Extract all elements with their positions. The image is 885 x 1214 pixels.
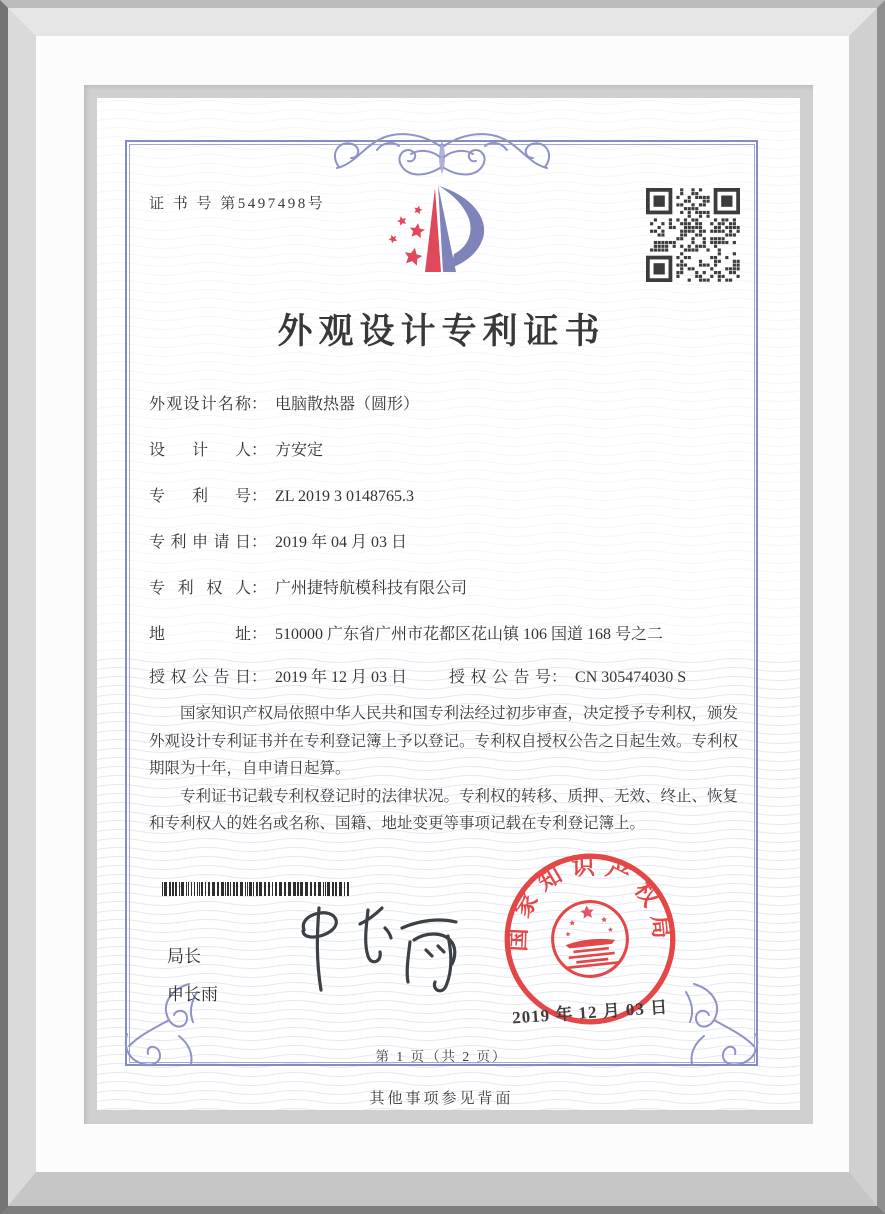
certificate-page <box>97 98 800 1110</box>
frame-face <box>36 36 849 1172</box>
field-patent-number <box>149 486 749 508</box>
official-seal <box>501 850 679 1028</box>
field-patentee <box>149 578 749 600</box>
grant-date <box>149 664 407 687</box>
field-colon: ： <box>251 626 268 643</box>
field-list <box>149 394 749 670</box>
grant-number <box>449 664 686 687</box>
national-emblem-icon <box>560 903 620 970</box>
qr-code-icon <box>646 188 740 282</box>
field-label: 专利号 <box>149 488 251 505</box>
grant-publication-row <box>149 664 686 687</box>
field-label: 设计人 <box>149 442 251 459</box>
signer-role: 局长 <box>167 947 201 966</box>
legal-text <box>149 700 738 838</box>
certificate-title: 外观设计专利证书 <box>277 312 606 351</box>
field-value: 广州捷特航模科技有限公司 <box>275 580 468 597</box>
seal-ring-text: 国家知识产权局 <box>505 853 676 952</box>
signer-name: 申长雨 <box>167 985 218 1004</box>
field-colon: ： <box>251 442 268 459</box>
field-address <box>149 624 749 646</box>
frame-opening-shadow <box>84 85 813 1124</box>
field-colon: ： <box>251 669 268 686</box>
field-colon: ： <box>551 669 568 686</box>
handwritten-signature-icon <box>290 898 460 993</box>
page-number: 第 1 页（共 2 页） <box>375 1049 508 1064</box>
field-label: 授权公告号 <box>449 669 552 686</box>
legal-paragraph-2: 专利证书记载专利权登记时的法律状况。专利权的转移、质押、无效、终止、恢复和专利权人的姓名或名称、国籍、地址变更等事项记载在专利登记簿上。 <box>149 787 739 832</box>
field-colon: ： <box>251 488 268 505</box>
field-label: 地址 <box>149 626 251 643</box>
certificate-number: 证 书 号 第5497498号 <box>149 196 326 212</box>
field-label: 专利权人 <box>149 580 251 597</box>
field-filing-date <box>149 532 749 554</box>
seal-date: 2019 年 12 月 03 日 <box>511 997 669 1028</box>
field-value: 2019 年 04 月 03 日 <box>275 534 408 551</box>
field-label: 专利申请日 <box>149 534 251 551</box>
frame-bevel <box>8 8 877 1206</box>
field-value: 电脑散热器（圆形） <box>275 396 420 413</box>
field-label: 外观设计名称 <box>149 396 251 413</box>
field-designer <box>149 440 749 462</box>
field-value: CN 305474030 S <box>575 669 687 686</box>
field-value: ZL 2019 3 0148765.3 <box>275 488 414 505</box>
signer-block <box>167 942 218 1005</box>
field-colon: ： <box>251 396 268 413</box>
field-label: 授权公告日 <box>149 669 251 686</box>
cnipa-logo-icon <box>385 168 520 296</box>
field-colon: ： <box>251 534 268 551</box>
field-design-name <box>149 394 749 416</box>
back-side-note: 其他事项参见背面 <box>369 1091 514 1107</box>
legal-paragraph-1: 国家知识产权局依照中华人民共和国专利法经过初步审查，决定授予专利权，颁发外观设计专利证书并在专利登记簿上予以登记。专利权自授权公告之日起生效。专利权期限为十年，自申请日起算。 <box>149 705 739 777</box>
field-value: 2019 年 12 月 03 日 <box>275 669 408 686</box>
field-colon: ： <box>251 580 268 597</box>
field-value: 510000 广东省广州市花都区花山镇 106 国道 168 号之二 <box>275 626 664 643</box>
barcode-icon <box>162 882 350 896</box>
field-value: 方安定 <box>275 442 324 459</box>
